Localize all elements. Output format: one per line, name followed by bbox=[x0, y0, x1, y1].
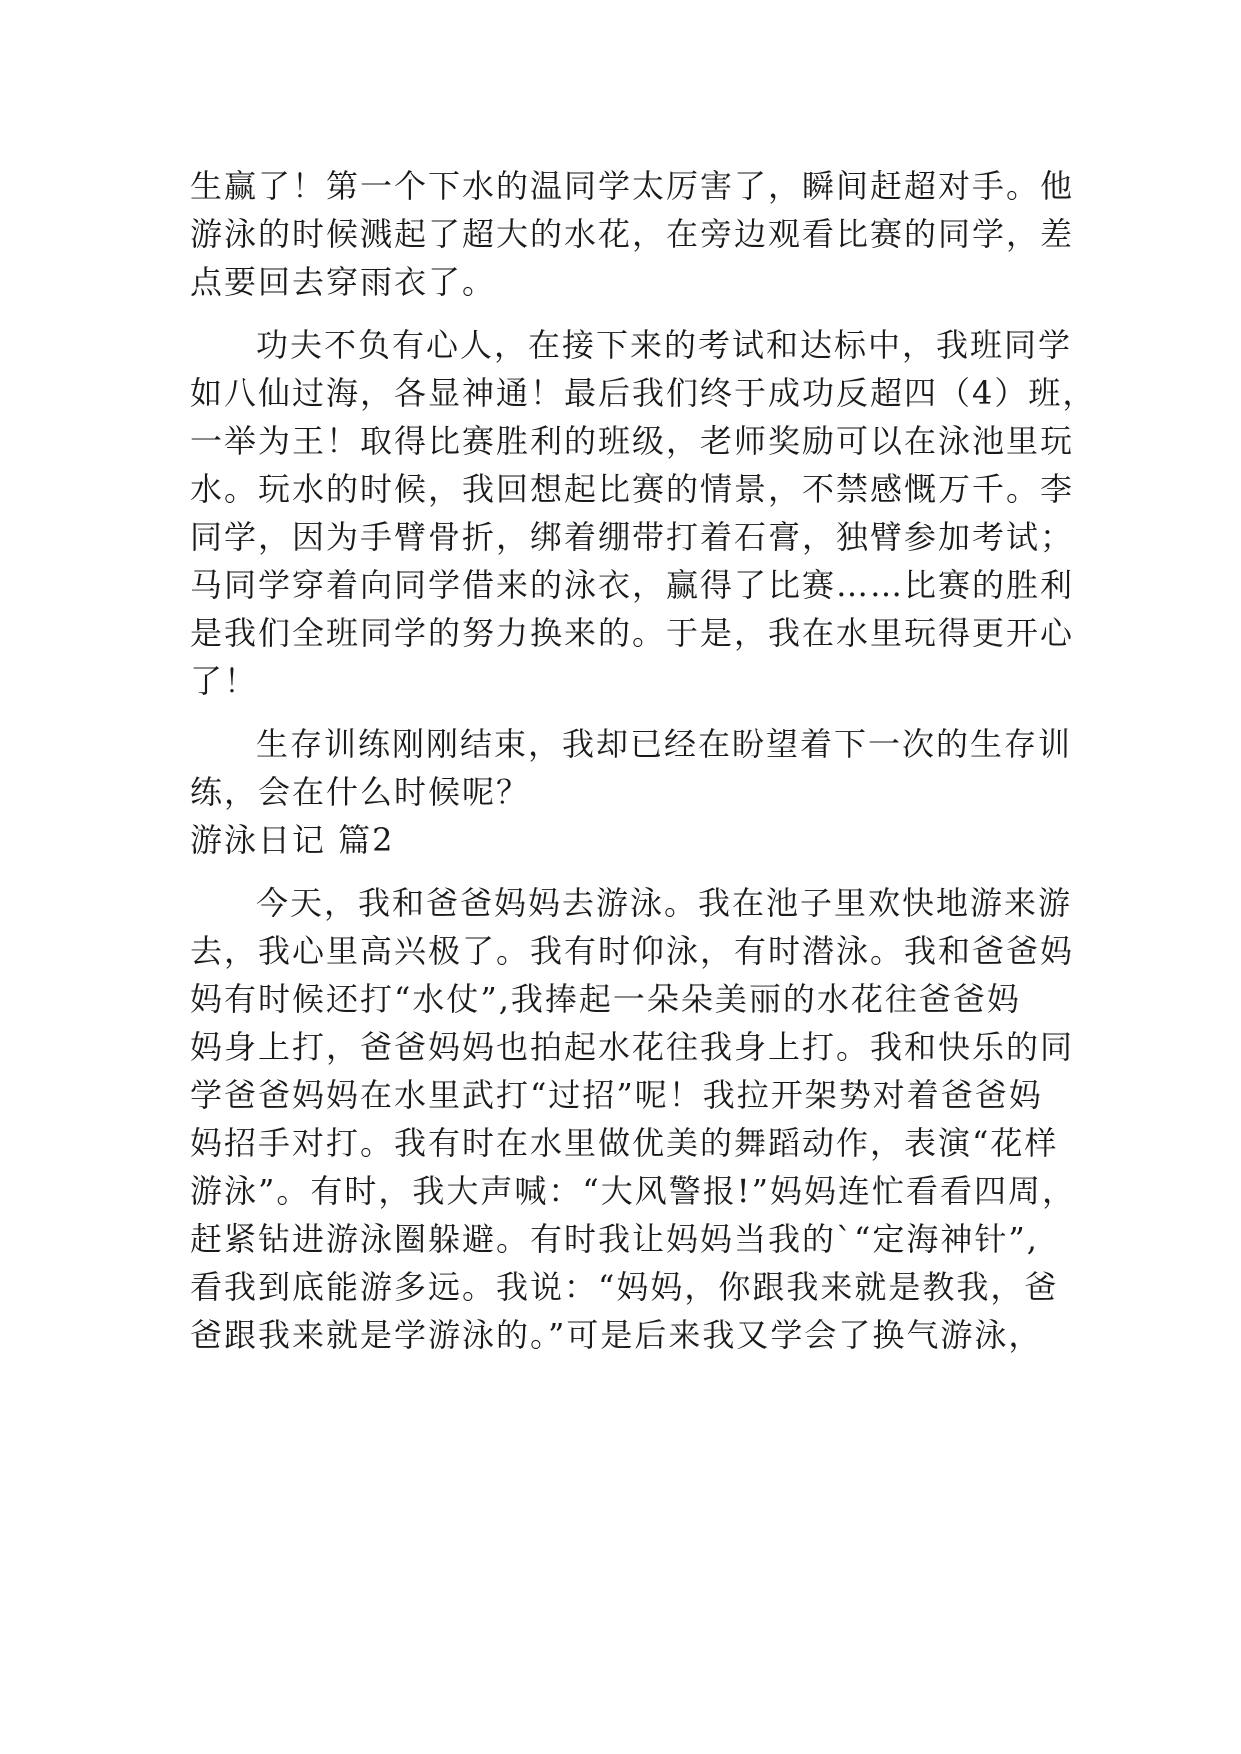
text-line: 去，我心里高兴极了。我有时仰泳，有时潜泳。我和爸爸妈 bbox=[190, 932, 1075, 970]
text-line: 妈有时候还打“水仗”,我捧起一朵朵美丽的水花往爸爸妈 bbox=[190, 980, 1021, 1018]
paragraph bbox=[190, 879, 1076, 1359]
text-line: 游泳”。有时，我大声喊：“大风警报!”妈妈连忙看看四周， bbox=[190, 1172, 1076, 1210]
text-line: 生存训练刚刚结束，我却已经在盼望着下一次的生存训 bbox=[256, 725, 1073, 763]
text-line: 水。玩水的时候，我回想起比赛的情景，不禁感慨万千。李 bbox=[190, 470, 1075, 508]
text-line: 看我到底能游多远。我说：“妈妈，你跟我来就是教我，爸 bbox=[190, 1268, 1059, 1306]
section-heading: 游泳日记 篇2 bbox=[190, 821, 395, 859]
text-line: 同学，因为手臂骨折，绑着绷带打着石膏，独臂参加考试； bbox=[190, 518, 1075, 556]
text-line: 了！ bbox=[190, 662, 259, 700]
text-line: 练，会在什么时候呢？ bbox=[190, 773, 531, 811]
document-body bbox=[190, 162, 1097, 1359]
text-line: 妈招手对打。我有时在水里做优美的舞蹈动作，表演“花样 bbox=[190, 1124, 1059, 1162]
text-line: 生赢了！第一个下水的温同学太厉害了，瞬间赶超对手。他 bbox=[190, 167, 1075, 205]
text-line: 学爸爸妈妈在水里武打“过招”呢！我拉开架势对着爸爸妈 bbox=[190, 1076, 1043, 1114]
paragraph bbox=[190, 162, 1075, 306]
text-line: 功夫不负有心人，在接下来的考试和达标中，我班同学 bbox=[256, 326, 1073, 364]
text-line: 是我们全班同学的努力换来的。于是，我在水里玩得更开心 bbox=[190, 614, 1075, 652]
text-line: 赶紧钻进游泳圈躲避。有时我让妈妈当我的`“定海神针”, bbox=[190, 1220, 1039, 1258]
text-line: 爸跟我来就是学游泳的。”可是后来我又学会了换气游泳， bbox=[190, 1316, 1043, 1354]
text-line: 今天，我和爸爸妈妈去游泳。我在池子里欢快地游来游 bbox=[256, 884, 1073, 922]
text-line: 妈身上打，爸爸妈妈也拍起水花往我身上打。我和快乐的同 bbox=[190, 1028, 1075, 1066]
paragraph bbox=[190, 321, 1097, 705]
text-line: 马同学穿着向同学借来的泳衣，赢得了比赛……比赛的胜利 bbox=[190, 566, 1075, 604]
text-line: 点要回去穿雨衣了。 bbox=[190, 263, 497, 301]
text-line: 如八仙过海，各显神通！最后我们终于成功反超四（4）班， bbox=[190, 374, 1097, 412]
text-line: 游泳的时候溅起了超大的水花，在旁边观看比赛的同学，差 bbox=[190, 215, 1075, 253]
paragraph bbox=[190, 720, 1073, 816]
text-line: 一举为王！取得比赛胜利的班级，老师奖励可以在泳池里玩 bbox=[190, 422, 1075, 460]
